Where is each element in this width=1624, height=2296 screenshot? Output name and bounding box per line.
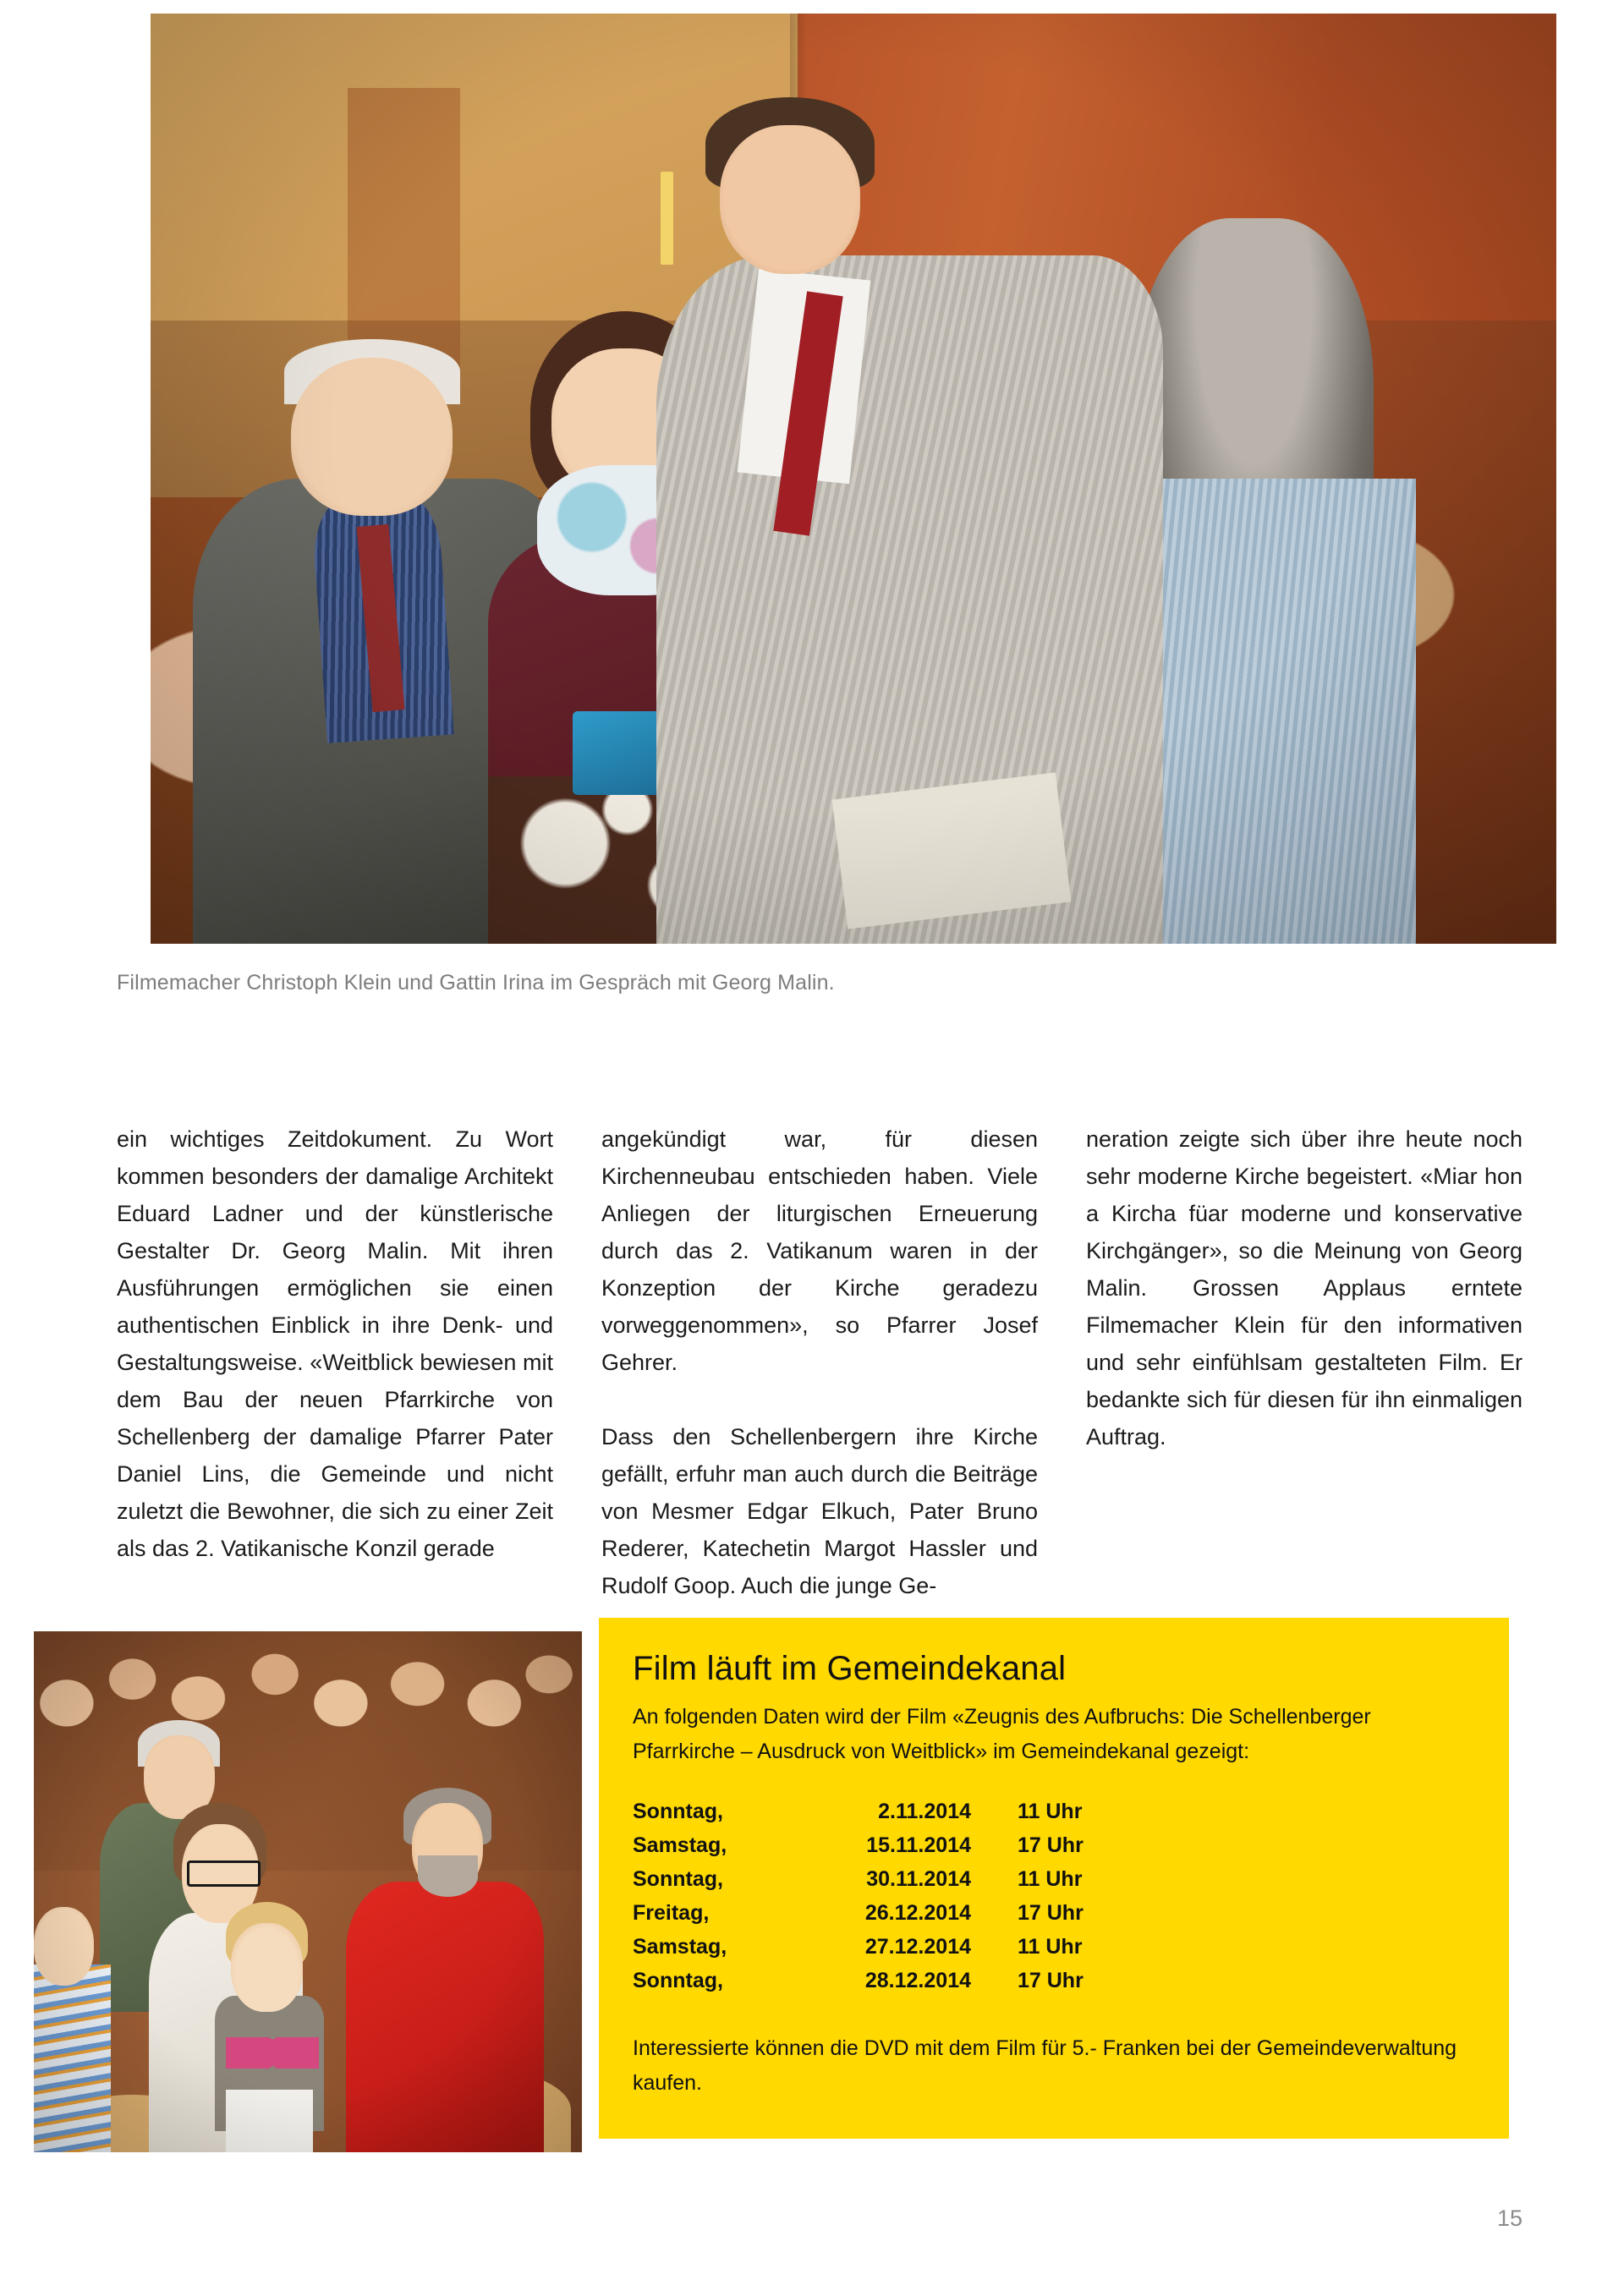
- screening-schedule-body: [633, 1800, 1084, 2003]
- paragraph: Dass den Schellenbergern ihre Kirche gefällt, erfuhr man auch durch die Beiträge von Mesmer Edgar Elkuch, Pater Bruno Rederer, Katechetin Margot Hassler und Rudolf Goop. Auch die junge Ge-: [601, 1424, 1038, 1598]
- screening-schedule-table: [633, 1800, 1084, 2003]
- schedule-date: 26.12.2014: [864, 1901, 971, 1925]
- schedule-time: 11 Uhr: [1018, 1867, 1083, 1891]
- schedule-time: 17 Uhr: [1018, 1901, 1084, 1925]
- schedule-date: 30.11.2014: [866, 1867, 971, 1891]
- info-box-intro-text: An folgenden Daten wird der Film «Zeugnis des Aufbruchs: Die Schellenberger Pfarrkirche – Ausdruck von Weitblick» im Gemeindekanal gezeigt:: [633, 1705, 1371, 1763]
- schedule-day: Sonntag,: [633, 1867, 723, 1891]
- schedule-day: Samstag,: [633, 1935, 727, 1959]
- schedule-day: Sonntag,: [633, 1969, 723, 1992]
- schedule-row: [633, 1867, 1084, 1901]
- paragraph: ein wichtiges Zeitdokument. Zu Wort kommen besonders der damalige Architekt Eduard Ladner und der künstlerische Gestalter Dr. Georg Malin. Mit ihren Ausführungen ermöglichen sie einen authentischen Einblick in ihre Denk- und Gestaltungsweise. «Weitblick bewiesen mit dem Bau der neuen Pfarrkirche von Schellenberg der damalige Pfarrer Pater Daniel Lins, die Gemeinde und nicht zuletzt die Bewohner, die sich zu einer Zeit als das 2. Vatikanische Konzil gerade: [117, 1126, 553, 1561]
- schedule-row: [633, 1935, 1084, 1969]
- paragraph: neration zeigte sich über ihre heute noch sehr moderne Kirche begeistert. «Miar hon a Kircha füar moderne und konservative Kirchgänger», so die Meinung von Georg Malin. Grossen Applaus erntete Filmemacher Klein für den informativen und sehr einfühlsam gestalteten Film. Er bedankte sich für diesen für ihn einmaligen Auftrag.: [1086, 1126, 1522, 1449]
- article-column-1: [117, 1121, 553, 1604]
- top-photograph: [151, 14, 1556, 944]
- paragraph: angekündigt war, für diesen Kirchenneubau entschieden haben. Viele Anliegen der liturgischen Erneuerung durch das 2. Vatikanum waren in der Konzeption der Kirche geradezu vorweggenommen», so Pfarrer Josef Gehrer.: [601, 1126, 1038, 1375]
- photo-vignette: [34, 1631, 582, 2152]
- article-body: [117, 1121, 1522, 1604]
- schedule-date: 27.12.2014: [864, 1935, 971, 1959]
- article-column-3: [1086, 1121, 1522, 1604]
- schedule-time: 11 Uhr: [1018, 1800, 1083, 1823]
- info-box-title: Film läuft im Gemeindekanal: [633, 1650, 1067, 1687]
- schedule-row: [633, 1800, 1084, 1833]
- photo-vignette: [151, 14, 1556, 944]
- schedule-time: 11 Uhr: [1018, 1935, 1083, 1959]
- schedule-row: [633, 1969, 1084, 2003]
- schedule-row: [633, 1901, 1084, 1935]
- schedule-date: 15.11.2014: [866, 1833, 971, 1857]
- schedule-date: 2.11.2014: [878, 1800, 971, 1823]
- schedule-day: Samstag,: [633, 1833, 727, 1857]
- schedule-day: Freitag,: [633, 1901, 710, 1925]
- bottom-photograph: [34, 1631, 582, 2152]
- info-box-film-schedule: [599, 1618, 1509, 2139]
- schedule-row: [633, 1833, 1084, 1867]
- photo-caption: Filmemacher Christoph Klein und Gattin Irina im Gespräch mit Georg Malin.: [117, 971, 835, 995]
- schedule-time: 17 Uhr: [1018, 1833, 1084, 1857]
- page-number: 15: [1497, 2206, 1523, 2231]
- info-box-footer-text: Interessierte können die DVD mit dem Film für 5.- Franken bei der Gemeindeverwaltung kaufen.: [633, 2036, 1457, 2095]
- schedule-time: 17 Uhr: [1018, 1969, 1084, 1992]
- article-column-2: [601, 1121, 1038, 1604]
- schedule-day: Sonntag,: [633, 1800, 723, 1823]
- schedule-date: 28.12.2014: [864, 1969, 971, 1992]
